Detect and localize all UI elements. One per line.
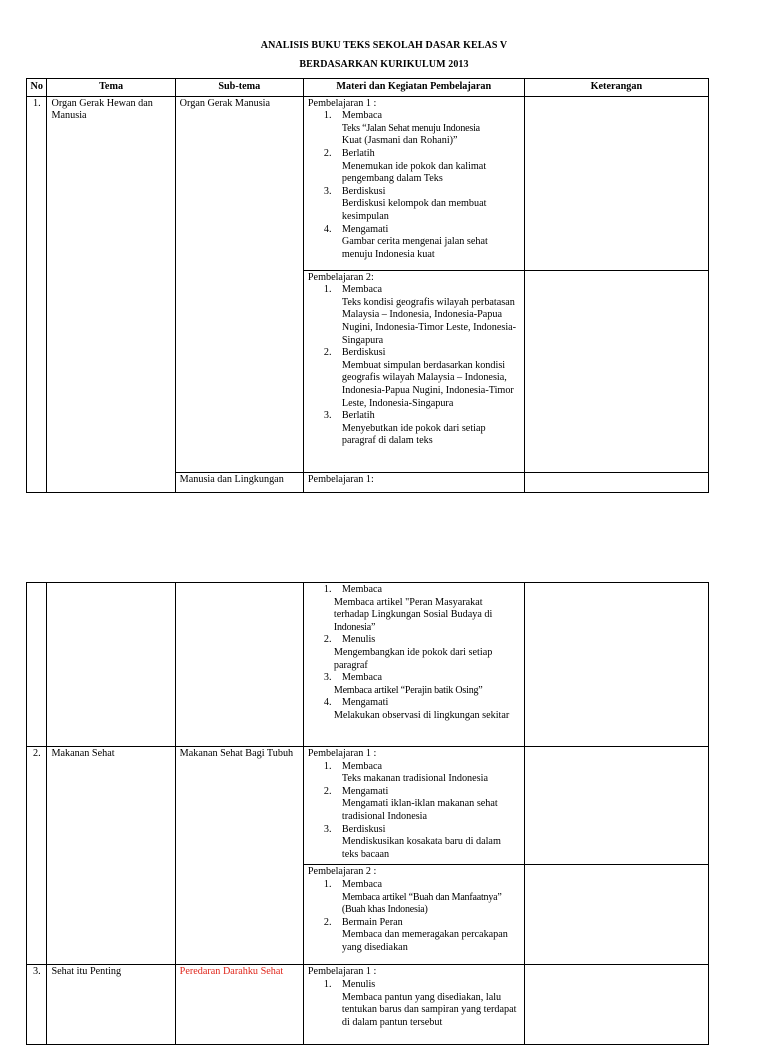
header-keterangan: Keterangan bbox=[524, 79, 708, 97]
cell-tema: Sehat itu Penting bbox=[47, 965, 175, 1045]
activity-name: Berdiskusi bbox=[341, 347, 386, 359]
table-row bbox=[27, 747, 709, 865]
table-row bbox=[27, 965, 709, 1045]
activity-name: Membaca bbox=[341, 672, 383, 684]
cell-tema: Makanan Sehat bbox=[47, 747, 175, 965]
activity-description: Gambar cerita mengenai jalan sehat menuju Indonesia kuat bbox=[341, 236, 488, 260]
activity-description: Kuat (Jasmani dan Rohani)” bbox=[341, 135, 458, 147]
header-subtema: Sub-tema bbox=[175, 79, 303, 97]
cell-materi bbox=[303, 965, 524, 1045]
activity-name: Membaca bbox=[341, 284, 383, 296]
activity-heading bbox=[324, 224, 520, 237]
activity-number: 1. bbox=[323, 584, 332, 595]
activity-number: 2. bbox=[323, 634, 332, 646]
activity-heading bbox=[324, 110, 520, 123]
pembelajaran-title: Pembelajaran 1 : bbox=[307, 97, 377, 109]
activity-description: Membaca artikel "Peran Masyarakat terhadap Lingkungan Sosial Budaya di bbox=[333, 596, 493, 621]
document-title: ANALISIS BUKU TEKS SEKOLAH DASAR KELAS V bbox=[260, 40, 508, 51]
activity-heading bbox=[324, 697, 520, 710]
pembelajaran-title: Pembelajaran 1: bbox=[307, 473, 374, 485]
activity-name: Mengamati bbox=[341, 697, 389, 709]
activity-name: Membaca bbox=[341, 760, 383, 772]
header-no: No bbox=[27, 79, 47, 97]
activity-number: 4. bbox=[323, 697, 332, 709]
cell-subtema: Manusia dan Lingkungan bbox=[175, 472, 303, 492]
activity-number: 4. bbox=[323, 223, 332, 235]
activity-number: 2. bbox=[323, 916, 332, 928]
cell-keterangan bbox=[524, 965, 708, 1045]
cell-subtema: Peredaran Darahku Sehat bbox=[175, 965, 303, 1045]
cell-materi bbox=[303, 270, 524, 472]
activity-number: 1. bbox=[323, 878, 332, 890]
activity-description: Mengembangkan ide pokok dari setiap paragraf bbox=[333, 646, 493, 671]
cell-tema bbox=[47, 583, 175, 747]
activity-name: Berdiskusi bbox=[341, 185, 386, 197]
activity-name: Berlatih bbox=[341, 147, 375, 159]
cell-subtema bbox=[175, 583, 303, 747]
cell-keterangan bbox=[524, 96, 708, 270]
activity-name: Bermain Peran bbox=[341, 916, 403, 928]
cell-no: 1. bbox=[27, 96, 47, 492]
cell-subtema: Makanan Sehat Bagi Tubuh bbox=[175, 747, 303, 965]
activity-heading bbox=[324, 148, 520, 161]
table-header-row bbox=[27, 79, 709, 97]
activity-description: Mendiskusikan kosakata baru di dalam teks bacaan bbox=[341, 836, 501, 860]
header-materi: Materi dan Kegiatan Pembelajaran bbox=[303, 79, 524, 97]
cell-keterangan bbox=[524, 865, 708, 965]
activity-description: Membaca dan memeragakan percakapan yang disediakan bbox=[341, 929, 508, 953]
cell-keterangan bbox=[524, 472, 708, 492]
activity-description: Menyebutkan ide pokok dari setiap paragraf di dalam teks bbox=[341, 422, 486, 447]
activity-number: 1. bbox=[323, 978, 332, 990]
activity-heading bbox=[324, 672, 520, 685]
cell-no: 2. bbox=[27, 747, 47, 965]
activity-number: 1. bbox=[323, 110, 332, 122]
cell-no bbox=[27, 583, 47, 747]
activity-number: 3. bbox=[323, 823, 332, 835]
cell-keterangan bbox=[524, 583, 708, 747]
activity-description: Teks kondisi geografis wilayah perbatasan Malaysia – Indonesia, Indonesia-Papua Nugini, Indonesia-Timor Leste, Indonesia-Singapura bbox=[341, 296, 517, 346]
activity-heading bbox=[324, 186, 520, 199]
activity-description: Berdiskusi kelompok dan membuat kesimpulan bbox=[341, 198, 487, 222]
analysis-table-page2 bbox=[26, 582, 709, 1045]
activity-number: 1. bbox=[323, 760, 332, 772]
activity-heading bbox=[324, 634, 520, 647]
activity-heading bbox=[324, 979, 520, 992]
activity-name: Berdiskusi bbox=[341, 823, 386, 835]
table-row bbox=[27, 583, 709, 747]
activity-heading bbox=[324, 761, 520, 774]
activity-heading bbox=[324, 410, 520, 423]
analysis-table-page1 bbox=[26, 78, 709, 493]
activity-number: 3. bbox=[323, 185, 332, 197]
activity-heading bbox=[324, 824, 520, 837]
cell-subtema: Organ Gerak Manusia bbox=[175, 96, 303, 472]
activity-heading bbox=[324, 917, 520, 930]
activity-description: Membaca artikel “Perajin batik Osing” bbox=[333, 684, 483, 696]
activity-name: Mengamati bbox=[341, 223, 389, 235]
activity-description: Membaca artikel “Buah dan Manfaatnya” (Buah khas Indonesia) bbox=[341, 891, 502, 916]
pembelajaran-title: Pembelajaran 2 : bbox=[307, 866, 377, 878]
cell-materi bbox=[303, 865, 524, 965]
activity-description: Melakukan observasi di lingkungan sekitar bbox=[333, 709, 510, 721]
activity-name: Mengamati bbox=[341, 785, 389, 797]
activity-name: Menulis bbox=[341, 634, 376, 646]
document-subtitle: BERDASARKAN KURIKULUM 2013 bbox=[299, 59, 469, 70]
activity-description: Membuat simpulan berdasarkan kondisi geografis wilayah Malaysia – Indonesia, Indonesia-Papua Nugini, Indonesia-Timor Leste, Indonesia-Singapura bbox=[341, 359, 514, 409]
activity-heading bbox=[324, 284, 520, 297]
activity-number: 1. bbox=[323, 284, 332, 296]
activity-description: Membaca pantun yang disediakan, lalu tentukan barus dan sampiran yang terdapat di dalam pantun tersebut bbox=[341, 991, 517, 1028]
cell-materi bbox=[303, 583, 524, 747]
activity-description: Teks “Jalan Sehat menuju Indonesia bbox=[341, 122, 480, 134]
activity-heading bbox=[324, 786, 520, 799]
pembelajaran-title: Pembelajaran 2: bbox=[307, 271, 374, 283]
activity-description: Indonesia” bbox=[333, 621, 376, 633]
activity-number: 3. bbox=[323, 410, 332, 422]
activity-number: 2. bbox=[323, 347, 332, 359]
activity-heading bbox=[324, 347, 520, 360]
cell-keterangan bbox=[524, 747, 708, 865]
activity-description: Menemukan ide pokok dan kalimat pengembang dalam Teks bbox=[341, 160, 487, 185]
activity-name: Membaca bbox=[341, 878, 383, 890]
activity-description: Teks makanan tradisional Indonesia bbox=[341, 773, 488, 785]
activity-number: 2. bbox=[323, 147, 332, 159]
table-row bbox=[27, 96, 709, 270]
cell-no: 3. bbox=[27, 965, 47, 1045]
cell-keterangan bbox=[524, 270, 708, 472]
activity-name: Membaca bbox=[341, 584, 383, 595]
activity-heading bbox=[324, 879, 520, 892]
activity-heading bbox=[324, 584, 520, 597]
pembelajaran-title: Pembelajaran 1 : bbox=[307, 966, 377, 978]
cell-materi bbox=[303, 96, 524, 270]
activity-number: 2. bbox=[323, 785, 332, 797]
header-tema: Tema bbox=[47, 79, 175, 97]
cell-materi bbox=[303, 472, 524, 492]
activity-description: Mengamati iklan-iklan makanan sehat tradisional Indonesia bbox=[341, 798, 498, 822]
activity-name: Berlatih bbox=[341, 410, 375, 422]
cell-materi bbox=[303, 747, 524, 865]
activity-name: Membaca bbox=[341, 110, 383, 122]
activity-name: Menulis bbox=[341, 978, 376, 990]
pembelajaran-title: Pembelajaran 1 : bbox=[307, 748, 377, 759]
activity-number: 3. bbox=[323, 672, 332, 684]
cell-tema: Organ Gerak Hewan dan Manusia bbox=[47, 96, 175, 492]
